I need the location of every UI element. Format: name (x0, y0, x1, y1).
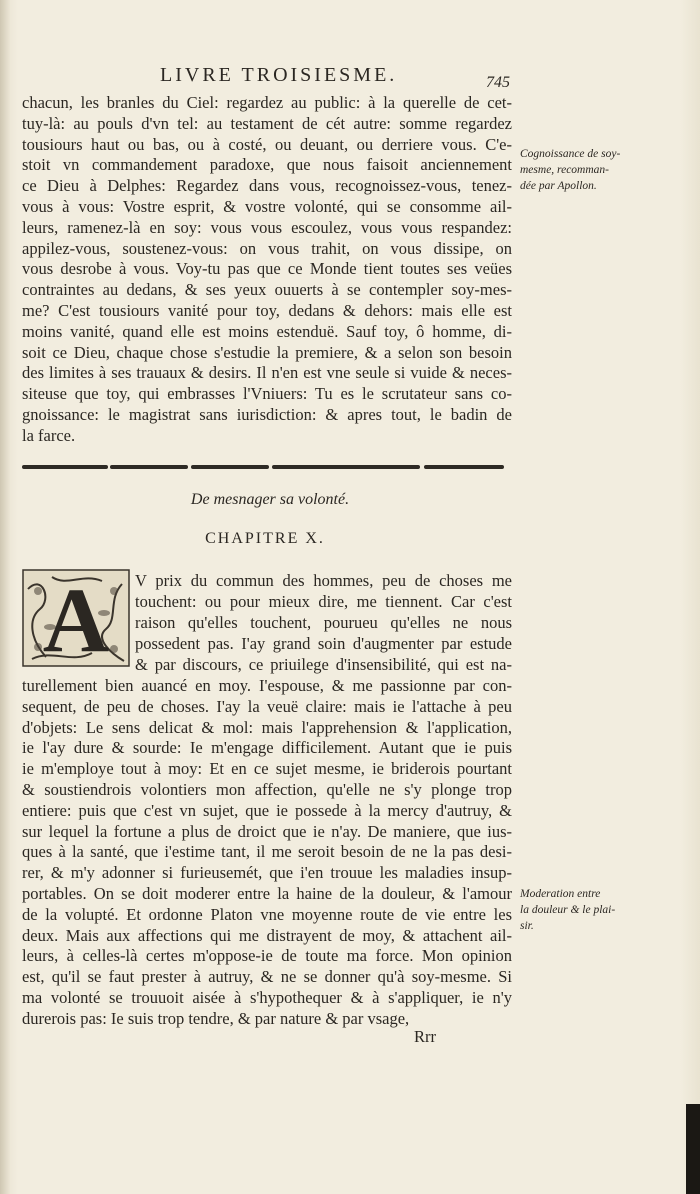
margin-note-line: mesme, recomman- (520, 164, 609, 176)
text-line: portables. On se doit moderer entre la haine de la douleur, & l'amour (22, 884, 512, 903)
text-line: tuy-là: au pouls d'vn tel: au testament de cét autre: somme regardez (22, 113, 512, 133)
text-line: ie m'employe tout à moy: Et en ce sujet mesme, ie briderois pourtant (22, 759, 512, 779)
text-line: durerois pas: Ie suis trop tendre, & par nature & par vsage, (22, 1008, 410, 1028)
text-line: deux. Mais aux affections qui me distrayent de moy, & attachent ail- (22, 925, 512, 945)
margin-note-line: la douleur & le plai- (520, 904, 616, 916)
margin-note-line: dée par Apollon. (520, 180, 597, 192)
section-rule (424, 465, 504, 469)
text-line: touchent: ou pour mieux dire, me tiennent. Car c'est (135, 592, 512, 611)
margin-note-line: Cognoissance de soy- (520, 148, 621, 160)
text-line: ce Dieu à Delphes: Regardez dans vous, recognoissez-vous, tenez- (22, 176, 512, 196)
margin-note-cognoissance (520, 146, 680, 194)
text-line: ma volonté se trouuoit aisée à s'hypothequer & à s'appliquer, ie n'y (22, 988, 512, 1007)
text-line: raison qu'elles touchent, pourueu qu'elles ne nous (135, 613, 512, 632)
text-line: des limites à ses trauaux & desirs. Il n'en est vne seule si vuide & neces- (22, 363, 512, 383)
text-line: entiere: puis que c'est vn sujet, que ie possede à la mercy d'autruy, & (22, 800, 512, 820)
dropcap-letter: A (42, 569, 110, 667)
text-line: sequent, de peu de choses. I'ay la veuë claire: mais ie l'attache à peu (22, 696, 512, 716)
text-line: rer, & m'y adonner si furieusemét, que i'en trouue les maladies insup- (22, 863, 512, 883)
page-gutter (0, 0, 10, 1194)
catchword: Rrr (414, 1027, 436, 1046)
text-line: leurs, ramenez-là en soy: vous vous escoulez, vous vous respandez: (22, 217, 512, 237)
text-line: moins vanité, quand elle est moins estenduë. Sauf toy, ô homme, di- (22, 321, 512, 341)
text-line: chacun, les branles du Ciel: regardez au public: à la querelle de cet- (22, 93, 512, 112)
text-line: me? C'est tousiours vanité pour toy, dedans & dehors: mais elle est (22, 301, 512, 320)
margin-note-moderation (520, 886, 680, 934)
text-line: contraintes au dedans, & ses yeux ouuerts à se contempler soy-mes- (22, 280, 512, 300)
running-head: LIVRE TROISIESME. (160, 64, 398, 86)
section-rule (22, 465, 108, 469)
text-line: ques à la santé, que i'estime tant, il me seroit besoin de ne la pas desi- (22, 842, 512, 862)
text-line: est, qu'il se faut prester à autruy, & ne se donner qu'à soy-mesme. Si (22, 967, 512, 987)
page-edge-shadow (686, 1104, 700, 1194)
text-line: vous desrobe à vous. Voy-tu pas que ce Monde tient toutes ses veües (22, 259, 512, 279)
text-line: leurs, à celles-là certes m'oppose-ie de toute ma force. Mon opinion (22, 946, 512, 966)
margin-note-line: Moderation entre (520, 888, 601, 900)
section-rule (110, 465, 188, 469)
text-line: soit ce Dieu, chaque chose s'estudie la premiere, & a selon son besoin (22, 342, 512, 362)
chapter-title: CHAPITRE X. (205, 530, 325, 547)
text-line: siteuse que toy, qui embrasses l'Vniuers: Tu es le scrutateur sans co- (22, 384, 512, 404)
text-line: tousiours haut ou bas, ou à costé, ou deuant, ou derriere vous. C'e- (22, 134, 512, 154)
text-line: & soustiendrois volontiers mon affection, qu'elle ne s'y plonge trop (22, 780, 512, 799)
text-line: vous à vous: Vostre esprit, & vostre volonté, qui se consomme ail- (22, 197, 512, 216)
text-line: gnoissance: le magistrat sans iurisdiction: & apres tout, le badin de (22, 405, 512, 424)
text-line: appilez-vous, soustenez-vous: on vous trahit, on vous dissipe, on (22, 238, 512, 258)
text-line: & par discours, ce priuilege d'insensibilité, qui est na- (135, 655, 512, 674)
text-line: V prix du commun des hommes, peu de choses me (135, 571, 512, 590)
text-line: de la volupté. Et ordonne Platon vne moyenne route de vie entre les (22, 904, 512, 924)
text-line: sur lequel la fortune a plus de droict que ie n'ay. De maniere, que ius- (22, 821, 512, 841)
text-line: stoit vn commandement paradoxe, que nous faisoit anciennement (22, 155, 512, 175)
text-line: possedent pas. I'ay grand soin d'augmenter par estude (135, 634, 512, 653)
section-rule (191, 465, 269, 469)
section-title: De mesnager sa volonté. (190, 491, 350, 508)
margin-note-line: sir. (520, 920, 534, 932)
ornamental-initial-a (22, 569, 130, 667)
page-number: 745 (486, 74, 510, 91)
text-line: ie l'ay dure & sourde: Ie m'engage difficilement. Autant que ie puis (22, 738, 512, 758)
text-line: la farce. (22, 425, 76, 445)
text-line: d'objets: Le sens delicat & mol: mais l'apprehension & l'application, (22, 717, 512, 737)
section-rule (272, 465, 420, 469)
text-line: turellement bien auancé en moy. I'espouse, & me passionne par con- (22, 676, 512, 695)
